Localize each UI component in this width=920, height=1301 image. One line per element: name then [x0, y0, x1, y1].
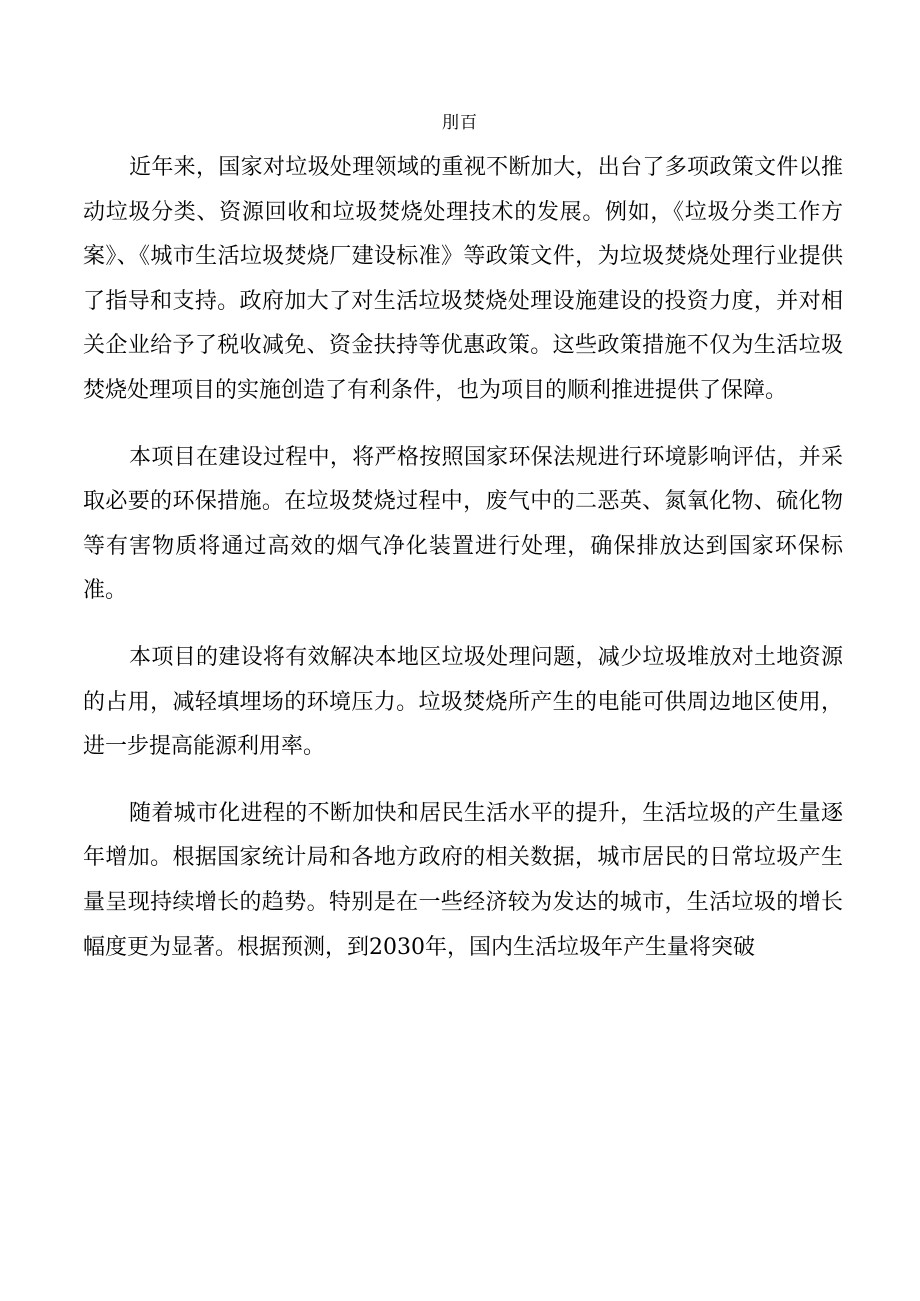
paragraph-benefits: 本项目的建设将有效解决本地区垃圾处理问题，减少垃圾堆放对土地资源的占用，减轻填埋场的环境压力。垃圾焚烧所产生的电能可供周边地区使用，进一步提高能源利用率。 [83, 644, 843, 760]
page-heading: 刖百 [442, 113, 478, 133]
paragraph-environment: 本项目在建设过程中，将严格按照国家环保法规进行环境影响评估，并采取必要的环保措施。在垃圾焚烧过程中，废气中的二恶英、氮氧化物、硫化物等有害物质将通过高效的烟气净化装置进行处理，确保排放达到国家环保标准。 [83, 444, 843, 604]
document-body [83, 146, 843, 970]
paragraph-growth: 随着城市化进程的不断加快和居民生活水平的提升，生活垃圾的产生量逐年增加。根据国家统计局和各地方政府的相关数据，城市居民的日常垃圾产生量呈现持续增长的趋势。特别是在一些经济较为发达的城市，生活垃圾的增长幅度更为显著。根据预测，到2030年，国内生活垃圾年产生量将突破 [83, 800, 843, 960]
paragraph-policy: 近年来，国家对垃圾处理领域的重视不断加大，出台了多项政策文件以推动垃圾分类、资源回收和垃圾焚烧处理技术的发展。例如，《垃圾分类工作方案》、《城市生活垃圾焚烧厂建设标准》等政策文件，为垃圾焚烧处理行业提供了指导和支持。政府加大了对生活垃圾焚烧处理设施建设的投资力度，并对相关企业给予了税收减免、资金扶持等优惠政策。这些政策措施不仅为生活垃圾焚烧处理项目的实施创造了有利条件，也为项目的顺利推进提供了保障。 [83, 155, 843, 403]
